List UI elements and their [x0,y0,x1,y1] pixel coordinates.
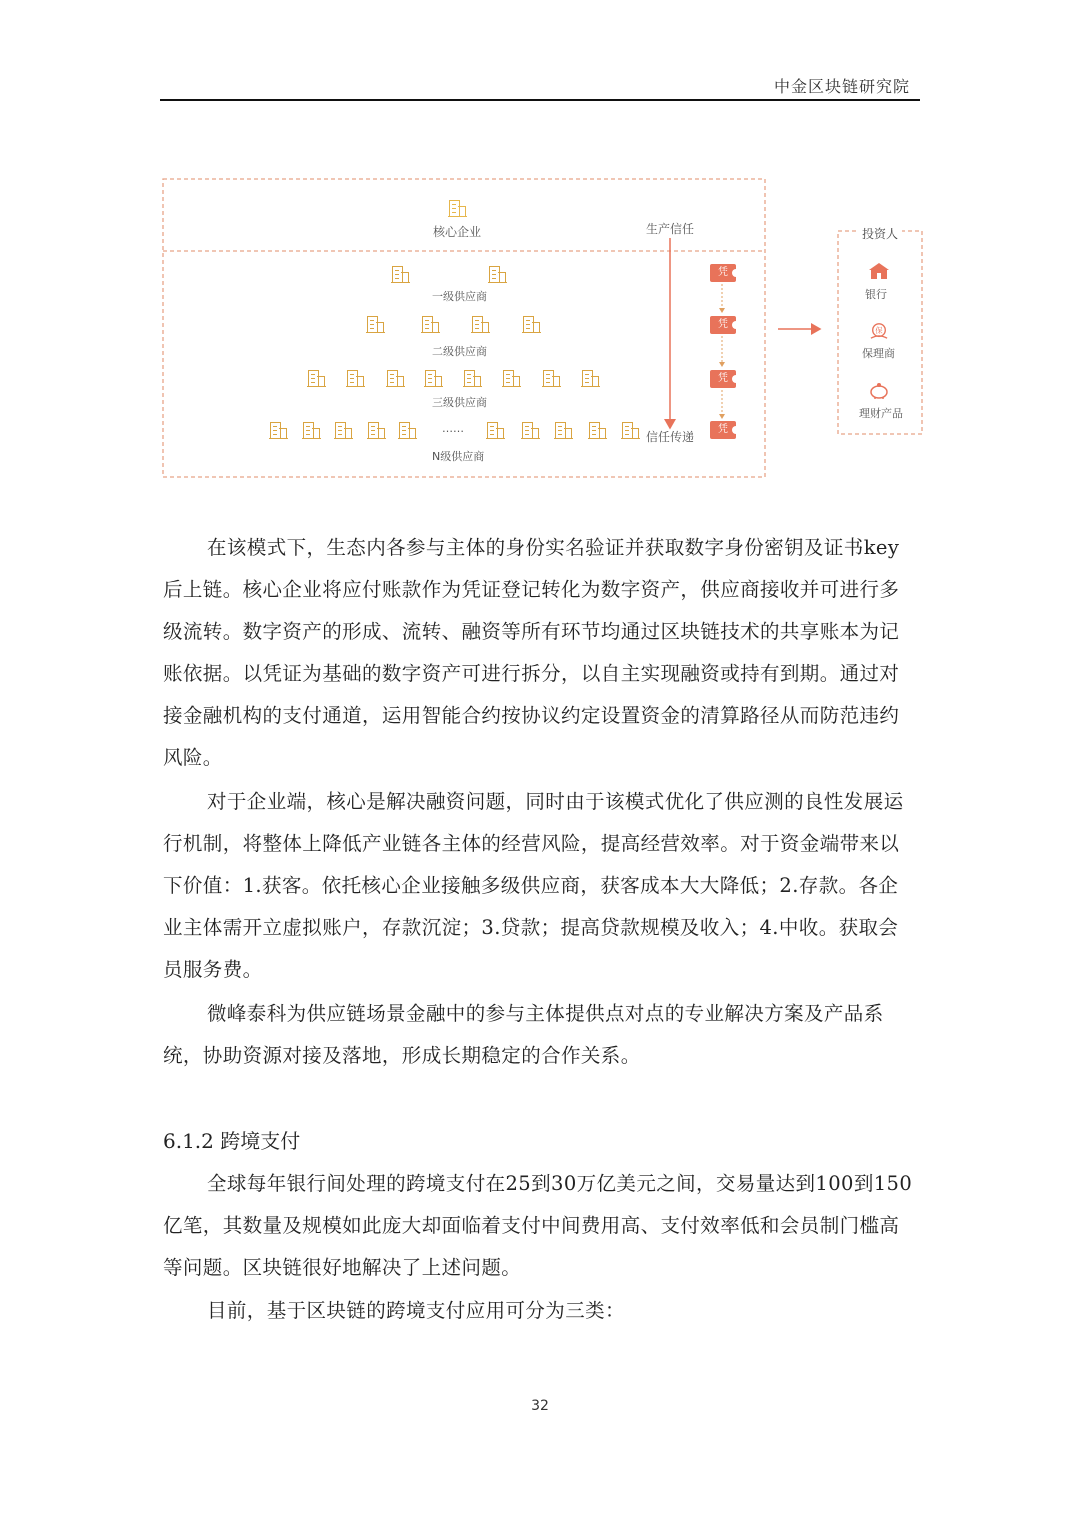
building-icon [555,422,572,439]
investor-title: 投资人 [858,225,902,242]
supply-chain-diagram [0,0,1080,500]
paragraph-text: 全球每年银行间处理的跨境支付在25到30万亿美元之间，交易量达到100到150亿笔，其数量及规模如此庞大却面临着支付中间费用高、支付效率低和会员制门槛高等问题。区块链很好地解决了上述问题。 [163,1172,913,1279]
trust-transfer-label: 信任传递 [646,430,695,444]
paragraph-text: 在该模式下，生态内各参与主体的身份实名验证并获取数字身份密钥及证书key后上链。核心企业将应付账款作为凭证登记转化为数字资产，供应商接收并可进行多级流转。数字资产的形成、流转、融资等所有环节均通过区块链技术的共享账本为记账依据。以凭证为基础的数字资产可进行拆分，以自主实现融资或持有到期。通过对接金融机构的支付通道，运用智能合约按协议约定设置资金的清算路径从而防范违约风险。 [163,536,900,769]
building-icon [308,370,325,387]
voucher-icon: 凭 [710,316,736,334]
tier-label: 二级供应商 [432,345,487,358]
factoring-icon [867,322,891,340]
building-icon [489,266,506,283]
core-enterprise-label: 核心企业 [433,225,482,239]
building-icon [303,422,320,439]
building-icon [487,422,504,439]
investor-item: 保理商 [862,347,895,360]
building-icon [464,370,481,387]
building-icon [503,370,520,387]
building-icon [582,370,599,387]
production-trust-label: 生产信任 [646,222,695,236]
svg-text:保: 保 [875,325,883,335]
diagram-lines [0,0,1080,500]
header-rule [160,99,920,101]
building-icon [422,316,439,333]
voucher-icon: 凭 [710,370,736,388]
bank-icon [867,262,891,280]
building-icon [522,422,539,439]
building-icon [472,316,489,333]
building-icon [387,370,404,387]
building-icon [449,200,466,217]
building-icon [368,422,385,439]
tier-label: N级供应商 [432,450,485,463]
tier-label: 一级供应商 [432,290,487,303]
paragraph-text: 目前，基于区块链的跨境支付应用可分为三类： [207,1299,625,1322]
paragraph [163,993,917,1077]
tier-label: 三级供应商 [432,396,487,409]
paragraph-text: 微峰泰科为供应链场景金融中的参与主体提供点对点的专业解决方案及产品系统，协助资源对接及落地，形成长期稳定的合作关系。 [163,1002,884,1067]
paragraph [163,527,917,779]
voucher-icon: 凭 [710,421,736,439]
building-icon [399,422,416,439]
building-icon [523,316,540,333]
building-icon [622,422,639,439]
building-icon [335,422,352,439]
piggy-bank-icon [867,382,891,400]
paragraph [163,1163,917,1289]
building-icon [589,422,606,439]
building-icon [543,370,560,387]
ellipsis: …… [442,422,464,435]
building-icon [347,370,364,387]
building-icon [425,370,442,387]
paragraph-text: 对于企业端，核心是解决融资问题，同时由于该模式优化了供应测的良性发展运行机制，将整体上降低产业链各主体的经营风险，提高经营效率。对于资金端带来以下价值：1.获客。依托核心企业接触多级供应商，获客成本大大降低；2.存款。各企业主体需开立虚拟账户，存款沉淀；3.贷款；提高贷款规模及收入；4.中收。获取会员服务费。 [163,790,904,981]
main-box [163,179,765,477]
section-heading: 6.1.2 跨境支付 [163,1129,301,1153]
voucher-icon: 凭 [710,264,736,282]
building-icon [270,422,287,439]
investor-item: 理财产品 [859,407,903,420]
paragraph [163,781,917,991]
building-icon [367,316,384,333]
investor-item: 银行 [865,288,887,301]
building-icon [392,266,409,283]
paragraph [163,1290,917,1332]
investor-box [838,231,922,434]
page-number: 32 [531,1398,549,1414]
header-org: 中金区块链研究院 [773,77,910,96]
